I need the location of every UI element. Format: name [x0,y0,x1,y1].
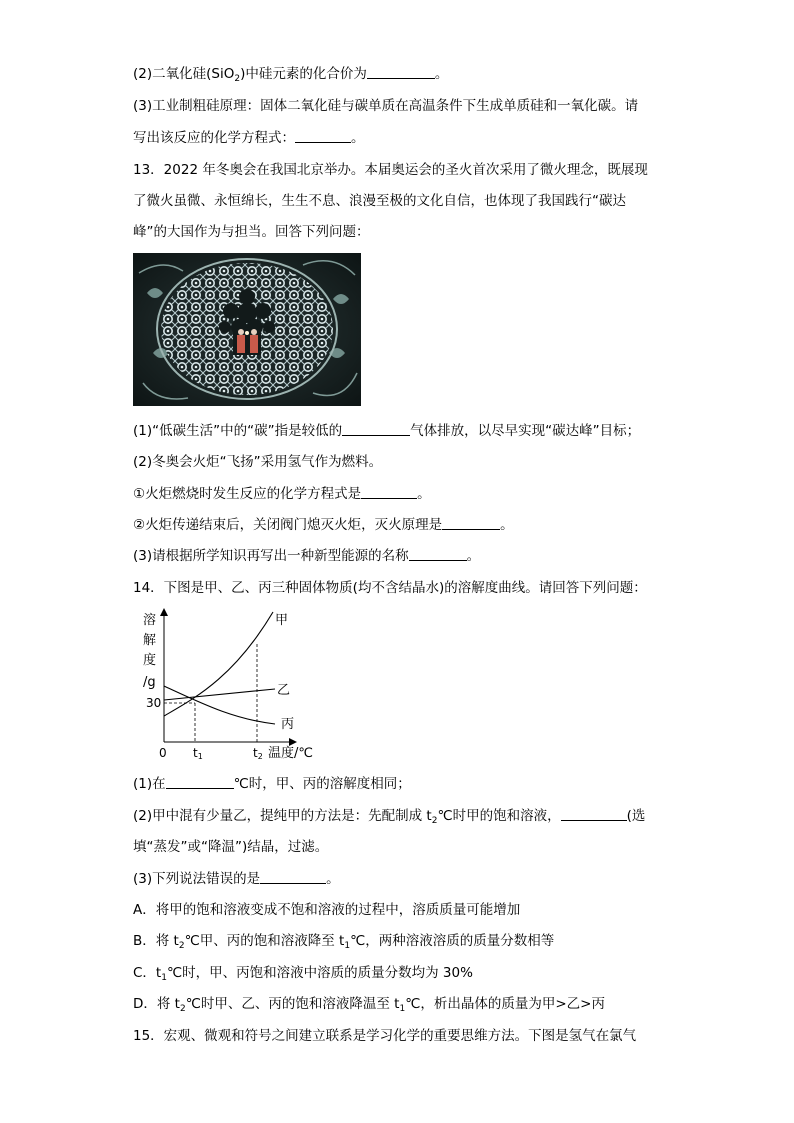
q12-part3-text: 写出该反应的化学方程式： [133,130,295,146]
y-axis-label-char: 解 [143,633,157,648]
q14-sub2-text-b: ℃时甲的饱和溶液， [437,808,561,824]
subscript: 2 [179,1004,186,1014]
q15-stem-line1: 15．宏观、微观和符号之间建立联系是学习化学的重要思维方法。下图是氢气在氯气 [133,1028,637,1044]
answer-blank[interactable] [260,869,326,884]
series-label-yi: 乙 [277,683,291,698]
x-tick-t1-sub: 1 [197,752,203,761]
q14-sub1 [133,774,411,794]
q13-sub2b-text: ②火炬传递结束后，关闭阀门熄灭火炬，灭火原理是 [133,517,443,533]
q14-sub2 [133,806,645,831]
y-axis-label-char: /g [143,675,156,690]
q13-sub2: (2)冬奥会火炬“飞扬”采用氢气作为燃料。 [133,454,383,470]
punct: 。 [500,517,514,533]
option-text: ℃时，甲、丙饱和溶液中溶质的质量分数均为 30% [166,965,473,981]
answer-blank[interactable] [561,806,627,821]
answer-blank[interactable] [361,484,417,499]
q13-sub3-text: (3)请根据所学知识再写出一种新型能源的名称 [133,548,409,564]
subscript: 2 [234,74,241,84]
option-text: ℃甲、丙的饱和溶液降至 t [184,933,345,949]
subscript: 2 [431,816,438,826]
q13-sub2b [133,515,514,535]
q14-option-d [133,994,605,1019]
curve-bing [164,686,275,724]
option-text: ℃，析出晶体的质量为甲>乙>丙 [405,996,605,1012]
option-text: D．将 t [133,996,180,1012]
punct: 。 [326,871,340,887]
q13-sub3 [133,546,480,566]
answer-blank[interactable] [367,64,435,79]
option-text: C．t [133,965,162,981]
q12-part2-text-b: )中硅元素的化合价为 [240,66,367,82]
q14-sub3 [133,869,340,889]
q13-sub1 [133,421,640,441]
y-tick-label: 30 [146,696,162,710]
x-tick-t2-sub: 2 [257,752,263,761]
q14-sub1-text: (1)在 [133,776,166,792]
answer-blank[interactable] [442,515,500,530]
answer-blank[interactable] [342,421,410,436]
q13-stem-line2: 了微火虽微、永恒绵长，生生不息、浪漫至极的文化自信，也体现了我国践行“碳达 [133,193,626,209]
x-tick-t2 [253,746,263,761]
origin-label: 0 [159,746,167,760]
x-tick-t1-main: t [193,746,198,760]
q14-sub2-text: (2)甲中混有少量乙，提纯甲的方法是：先配制成 t [133,808,432,824]
answer-blank[interactable] [409,546,467,561]
q14-option-b [133,931,554,956]
y-axis-label-char: 溶 [143,613,157,628]
x-axis-label: 温度/℃ [268,746,313,761]
q13-stem-line3: 峰”的大国作为与担当。回答下列问题： [133,224,370,240]
q12-part2-text: (2)二氧化硅(SiO [133,66,235,82]
q14-sub2-text-c: (选 [626,808,646,824]
curve-yi [164,689,275,700]
answer-blank[interactable] [295,128,351,143]
q14-sub2-line2: 填“蒸发”或“降温”)结晶，过滤。 [133,839,329,855]
q14-stem: 14．下图是甲、乙、丙三种固体物质(均不含结晶水)的溶解度曲线。请回答下列问题： [133,580,647,596]
q12-part3-line2 [133,128,365,148]
series-label-jia: 甲 [275,613,289,628]
x-tick-t2-main: t [253,746,258,760]
option-text: B．将 t [133,933,179,949]
q12-part3-line1: (3)工业制粗硅原理：固体二氧化硅与碳单质在高温条件下生成单质硅和一氧化碳。请 [133,98,639,114]
solubility-curve-chart [133,604,333,764]
answer-blank[interactable] [166,774,234,789]
subscript: 1 [399,1004,406,1014]
subscript: 1 [161,973,167,983]
punct: 。 [351,130,365,146]
option-text: ℃，两种溶液溶质的质量分数相等 [350,933,555,949]
punct: 。 [434,66,449,82]
q13-sub2a [133,484,431,504]
q13-stem-line1: 13．2022 年冬奥会在我国北京举办。本届奥运会的圣火首次采用了微火理念，既展现 [133,162,648,178]
q13-sub1-text: (1)“低碳生活”中的“碳”指是较低的 [133,423,343,439]
x-tick-t1 [193,746,203,761]
olympic-torch-photo [133,253,361,406]
q14-sub3-text: (3)下列说法错误的是 [133,871,261,887]
punct: 。 [417,486,431,502]
q13-sub2a-text: ①火炬燃烧时发生反应的化学方程式是 [133,486,362,502]
series-label-bing: 丙 [281,717,295,732]
subscript: 1 [344,941,351,951]
q12-part2 [133,64,448,89]
q13-sub1-text-b: 气体排放，以尽早实现“碳达峰”目标； [410,423,641,439]
q14-sub1-text-b: ℃时，甲、丙的溶解度相同； [233,776,411,792]
q14-option-c [133,963,473,988]
q14-option-a: A．将甲的饱和溶液变成不饱和溶液的过程中，溶质质量可能增加 [133,902,521,918]
y-axis-label-char: 度 [143,653,157,668]
punct: 。 [466,548,481,564]
subscript: 2 [178,941,185,951]
option-text: ℃时甲、乙、丙的饱和溶液降温至 t [185,996,400,1012]
